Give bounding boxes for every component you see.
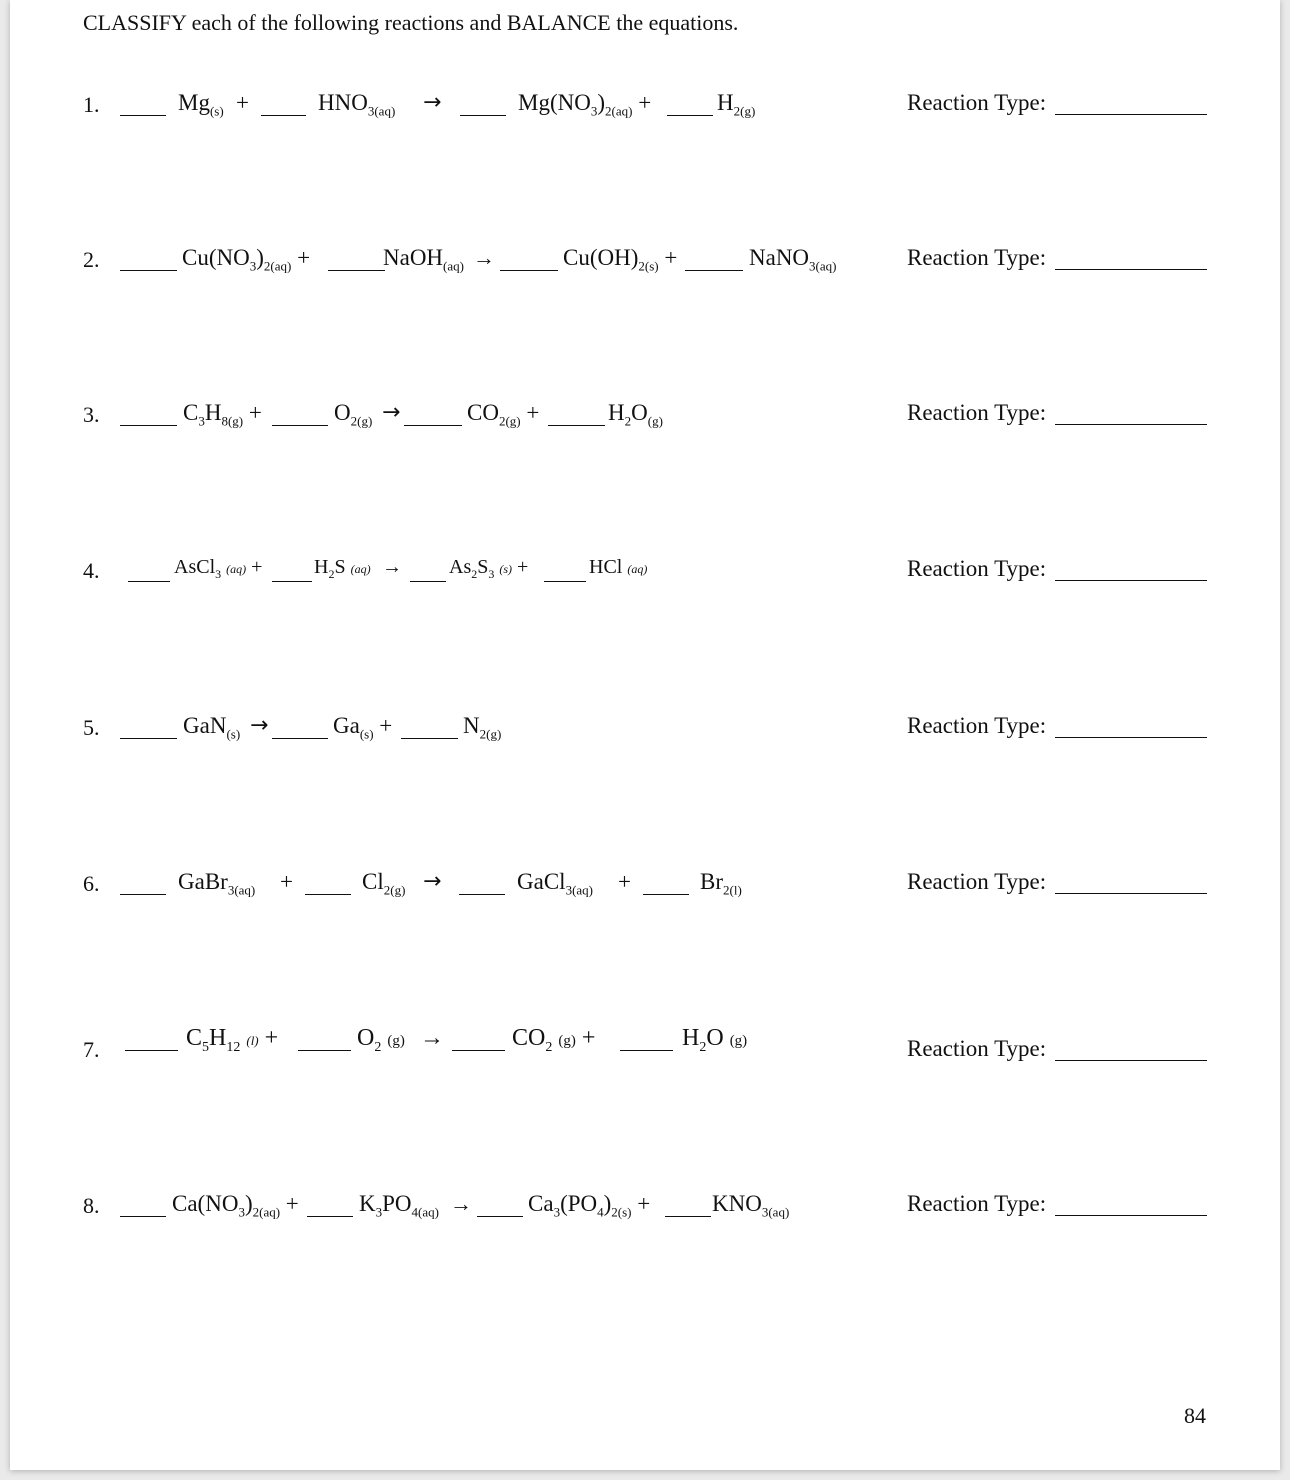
reaction-number: 4. [83,558,100,583]
arrow-icon: → [420,1025,444,1051]
reactant-hno3: $HNO_{3(aq)}$ [318,90,396,119]
reaction-type-label: Reaction Type: [907,400,1047,425]
reaction-row-1 [10,90,1280,134]
arrow-icon: → [250,713,269,738]
coefficient-blank[interactable] [261,115,306,116]
reaction-row-2 [10,245,1280,289]
product-h2o: $H_2O_{(g)}$ [608,400,663,429]
reaction-type-blank[interactable] [1055,269,1207,270]
equation [120,556,880,596]
reactant-cuno32: $Cu(NO_3)_{2(aq)}$ + [182,245,311,274]
reaction-type-blank[interactable] [1055,893,1207,894]
coefficient-blank[interactable] [459,894,505,895]
reaction-type-label: Reaction Type: [907,713,1047,738]
product-as2s3: $As_2S_3$ (s) + [449,556,529,581]
reaction-row-7 [10,1025,1280,1069]
coefficient-blank[interactable] [401,738,458,739]
reaction-type-label: Reaction Type: [907,1191,1047,1216]
reaction-type-blank[interactable] [1055,424,1207,425]
arrow-icon: → [382,556,402,578]
coefficient-blank[interactable] [685,270,743,271]
reaction-type-blank[interactable] [1055,737,1207,738]
arrow-icon: → [423,90,442,115]
product-br2: $Br_{2(l)}$ [700,869,742,898]
reaction-type-blank[interactable] [1055,114,1207,115]
arrow-icon: → [423,869,442,894]
product-gacl3: GaCl$_{3(aq)}$ [517,869,593,898]
coefficient-blank[interactable] [120,1216,166,1217]
coefficient-blank[interactable] [120,425,177,426]
coefficient-blank[interactable] [298,1050,351,1051]
reactant-h2s: $H_2S$ (aq) [314,556,371,581]
coefficient-blank[interactable] [643,894,689,895]
reactant-o2: $O_{2(g)}$ [334,400,373,429]
product-ca3po42: $Ca_3(PO_4)_{2(s)}$ + [528,1191,651,1220]
coefficient-blank[interactable] [307,1216,353,1217]
equation [120,90,880,130]
coefficient-blank[interactable] [460,115,506,116]
reaction-type-blank[interactable] [1055,1215,1207,1216]
reactant-naoh: NaOH$_{(aq)}$ [383,245,464,274]
equation [120,1025,880,1065]
equation [120,245,880,285]
reactant-ascl3: AsCl$_3$ (aq) + [174,556,263,581]
reaction-type-blank[interactable] [1055,580,1207,581]
plus-sign: + [280,869,293,894]
reaction-number: 8. [83,1193,100,1218]
coefficient-blank[interactable] [120,270,177,271]
coefficient-blank[interactable] [120,894,166,895]
product-hcl: HCl (aq) [589,556,648,578]
product-co2: $CO_{2(g)}$ + [467,400,540,429]
coefficient-blank[interactable] [544,581,586,582]
product-h2: $H_{2(g)}$ [717,90,756,119]
product-h2o: $H_2O$ (g) [682,1025,748,1055]
reaction-type-label: Reaction Type: [907,1036,1047,1061]
page-number: 84 [1184,1403,1206,1428]
reactant-k3po4: $K_3PO_{4(aq)}$ [359,1191,439,1220]
reaction-row-8 [10,1191,1280,1235]
reactant-gabr3: GaBr$_{3(aq)}$ [178,869,256,898]
coefficient-blank[interactable] [500,270,558,271]
coefficient-blank[interactable] [272,581,312,582]
reaction-row-3 [10,400,1280,444]
coefficient-blank[interactable] [410,581,446,582]
reactant-cano32: $Ca(NO_3)_{2(aq)}$ + [172,1191,299,1220]
reaction-row-6 [10,869,1280,913]
coefficient-blank[interactable] [404,425,462,426]
reactant-o2: $O_2$ (g) [357,1025,405,1055]
reaction-row-5 [10,713,1280,757]
reaction-type-label: Reaction Type: [907,556,1047,581]
reactant-gan: GaN$_{(s)}$ [183,713,241,742]
reaction-type-label: Reaction Type: [907,245,1047,270]
reaction-type-blank[interactable] [1055,1060,1207,1061]
coefficient-blank[interactable] [328,270,385,271]
coefficient-blank[interactable] [667,115,713,116]
coefficient-blank[interactable] [477,1216,523,1217]
reaction-type-label: Reaction Type: [907,869,1047,894]
equation [120,1191,880,1231]
coefficient-blank[interactable] [620,1050,673,1051]
product-kno3: $KNO_{3(aq)}$ [712,1191,790,1220]
equation [120,400,880,440]
reaction-number: 1. [83,92,100,117]
coefficient-blank[interactable] [305,894,351,895]
reactant-mg: $Mg_{(s)}$ [178,90,224,119]
worksheet-title: CLASSIFY each of the following reactions and BALANCE the equations. [83,10,739,35]
product-co2: $CO_2$ (g) + [512,1025,596,1055]
reaction-number: 6. [83,871,100,896]
product-n2: $N_{2(g)}$ [463,713,502,742]
equation [120,869,880,909]
coefficient-blank[interactable] [120,115,166,116]
plus-sign: + [236,90,249,115]
plus-sign: + [618,869,631,894]
reaction-row-4 [10,556,1280,600]
coefficient-blank[interactable] [125,1050,178,1051]
reactant-cl2: $Cl_{2(g)}$ [362,869,406,898]
reaction-number: 3. [83,402,100,427]
arrow-icon: → [382,400,401,425]
equation [120,713,880,753]
reaction-number: 2. [83,247,100,272]
coefficient-blank[interactable] [665,1216,711,1217]
reactant-c5h12: $C_5H_{12}$ (l) + [186,1025,279,1055]
product-mgno32: $Mg(NO_3)_{2(aq)}$ + [518,90,652,119]
reactant-c3h8: $C_3H_{8(g)}$ + [183,400,262,429]
arrow-icon: → [473,245,495,270]
coefficient-blank[interactable] [452,1050,505,1051]
arrow-icon: → [450,1191,472,1216]
reaction-number: 7. [83,1037,100,1062]
coefficient-blank[interactable] [272,425,328,426]
product-nano3: NaNO$_{3(aq)}$ [749,245,837,274]
coefficient-blank[interactable] [272,738,328,739]
worksheet-page [10,0,1280,1470]
product-cuoh2: $Cu(OH)_{2(s)}$ + [563,245,678,274]
coefficient-blank[interactable] [548,425,605,426]
reaction-type-label: Reaction Type: [907,90,1047,115]
product-ga: $Ga_{(s)}$ + [333,713,393,742]
coefficient-blank[interactable] [128,581,170,582]
reaction-number: 5. [83,715,100,740]
coefficient-blank[interactable] [120,738,177,739]
